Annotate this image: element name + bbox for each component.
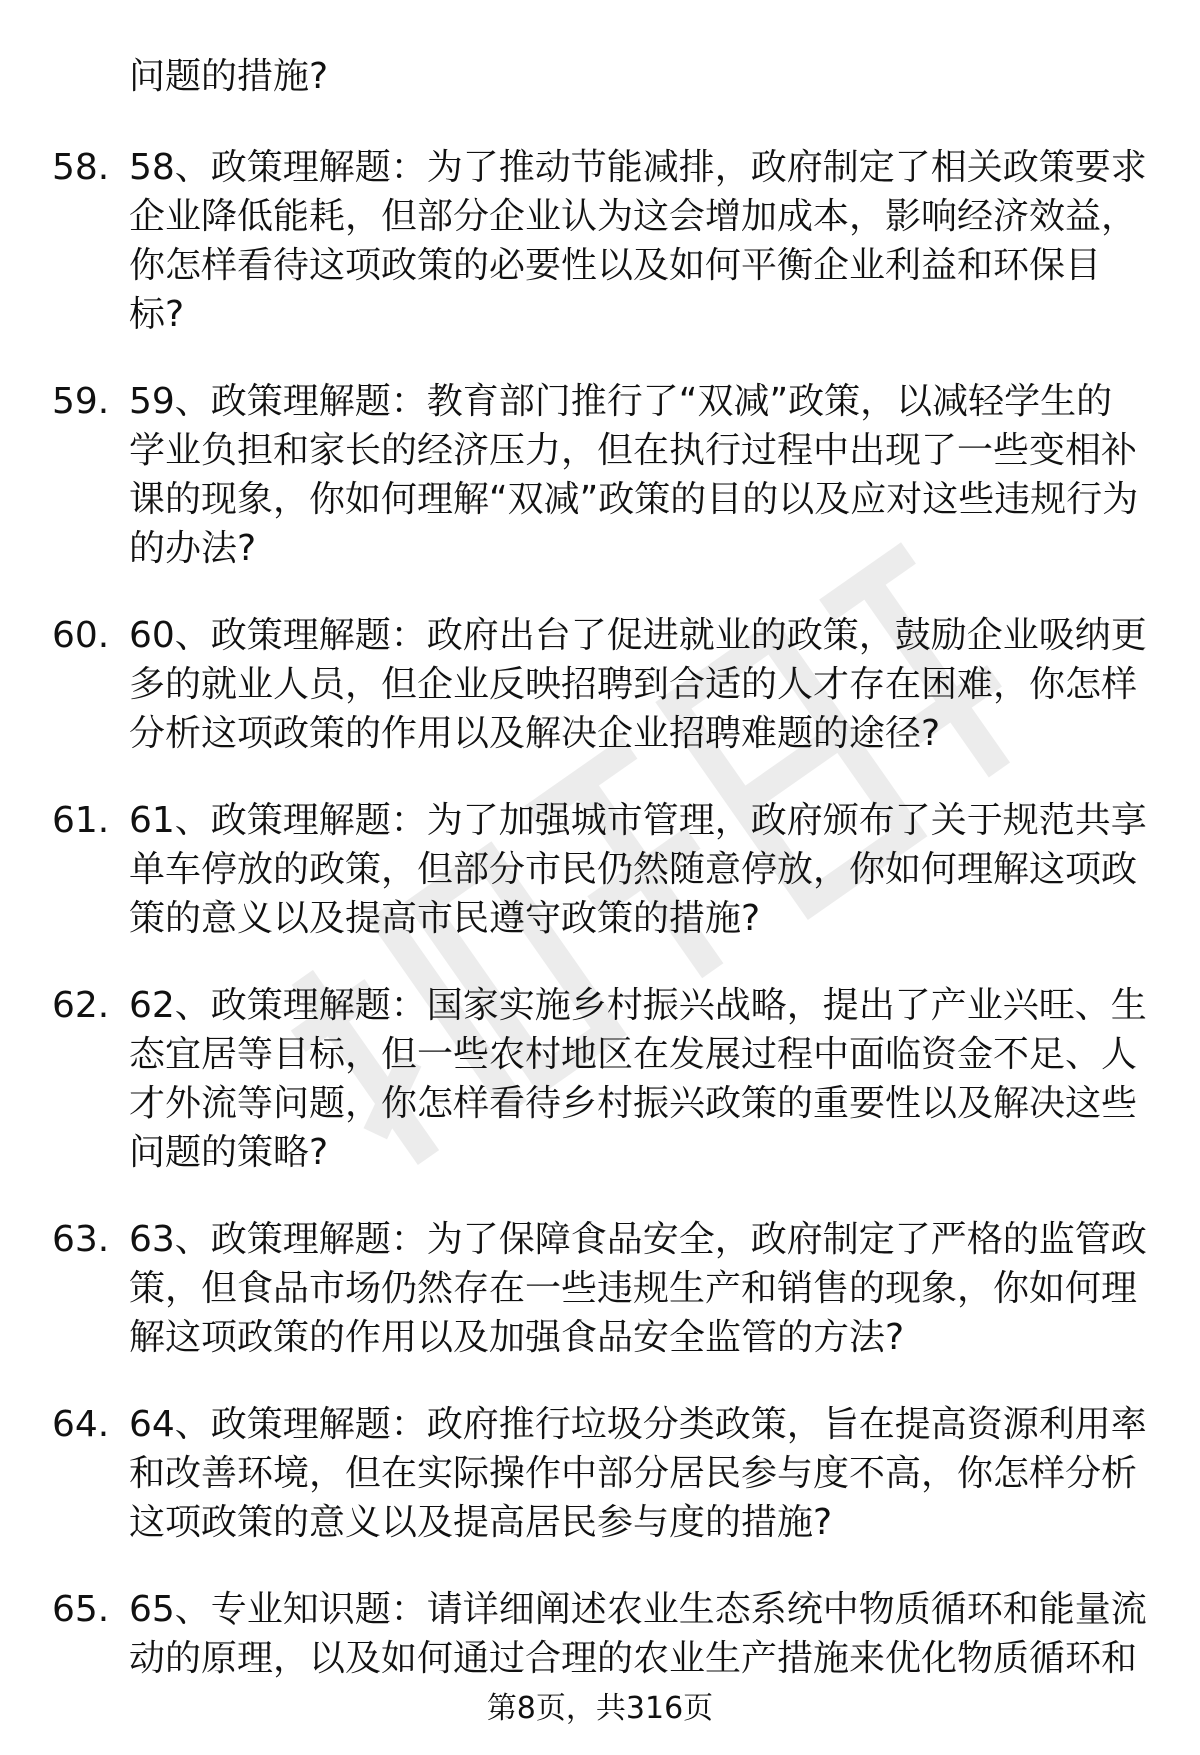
list-item (52, 1400, 1147, 1547)
list-item (52, 1215, 1147, 1362)
page-footer: 第8页，共316页 (486, 1691, 714, 1726)
list-item (52, 143, 1147, 339)
continuation-text: 问题的措施? (129, 56, 329, 97)
item-number: 62. (52, 985, 110, 1026)
list-item (52, 796, 1147, 943)
question-list (52, 52, 1147, 1721)
item-number: 63. (52, 1219, 110, 1260)
item-text: 62、政策理解题：国家实施乡村振兴战略，提出了产业兴旺、生态宜居等目标，但一些农村地区在发展过程中面临资金不足、人才外流等问题，你怎样看待乡村振兴政策的重要性以及解决这些问题的策略? (129, 985, 1147, 1173)
item-number: 60. (52, 615, 110, 656)
item-text: 65、专业知识题：请详细阐述农业生态系统中物质循环和能量流动的原理，以及如何通过合理的农业生产措施来优化物质循环和 (129, 1589, 1147, 1679)
list-item (52, 1585, 1147, 1683)
item-text: 59、政策理解题：教育部门推行了“双减”政策，以减轻学生的学业负担和家长的经济压力，但在执行过程中出现了一些变相补课的现象，你如何理解“双减”政策的目的以及应对这些违规行为的办法? (129, 381, 1139, 569)
item-number: 64. (52, 1404, 110, 1445)
item-text: 63、政策理解题：为了保障食品安全，政府制定了严格的监管政策，但食品市场仍然存在一些违规生产和销售的现象，你如何理解这项政策的作用以及加强食品安全监管的方法? (129, 1219, 1147, 1358)
item-text: 58、政策理解题：为了推动节能减排，政府制定了相关政策要求企业降低能耗，但部分企业认为这会增加成本，影响经济效益，你怎样看待这项政策的必要性以及如何平衡企业利益和环保目标? (129, 147, 1147, 335)
item-text: 64、政策理解题：政府推行垃圾分类政策，旨在提高资源利用率和改善环境，但在实际操作中部分居民参与度不高，你怎样分析这项政策的意义以及提高居民参与度的措施? (129, 1404, 1147, 1543)
item-number: 59. (52, 381, 110, 422)
item-number: 65. (52, 1589, 110, 1630)
list-item (52, 981, 1147, 1177)
item-text: 60、政策理解题：政府出台了促进就业的政策，鼓励企业吸纳更多的就业人员，但企业反映招聘到合适的人才存在困难，你怎样分析这项政策的作用以及解决企业招聘难题的途径? (129, 615, 1147, 754)
item-text: 61、政策理解题：为了加强城市管理，政府颁布了关于规范共享单车停放的政策，但部分市民仍然随意停放，你如何理解这项政策的意义以及提高市民遵守政策的措施? (129, 800, 1147, 939)
item-number: 58. (52, 147, 110, 188)
item-number: 61. (52, 800, 110, 841)
list-item (52, 611, 1147, 758)
list-item (52, 377, 1147, 573)
